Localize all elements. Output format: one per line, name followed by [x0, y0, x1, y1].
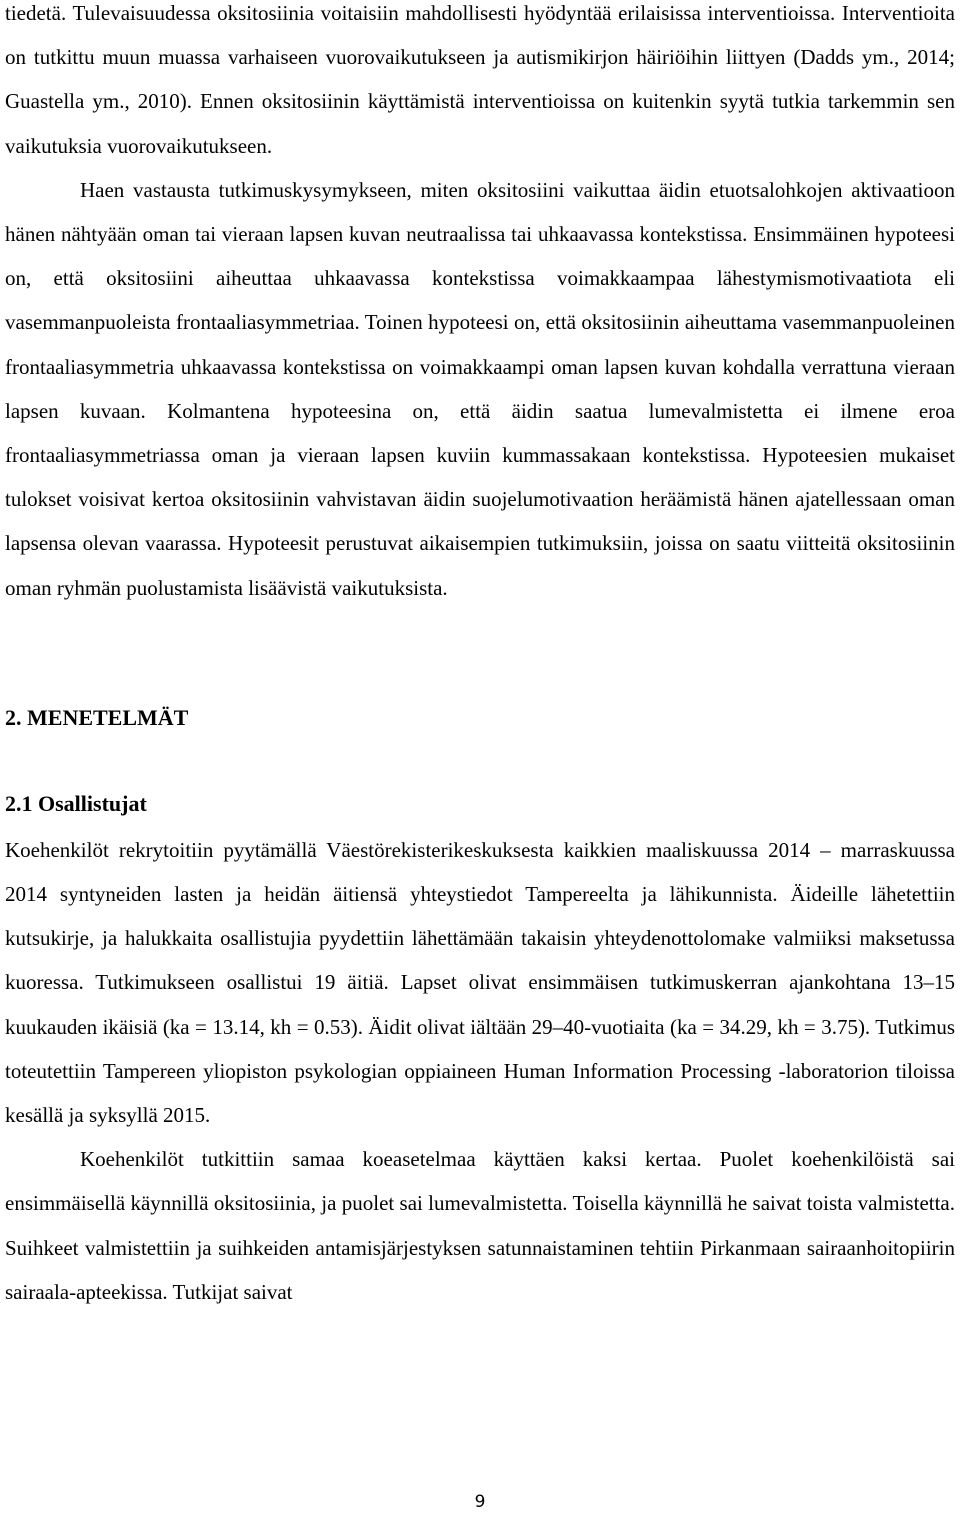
body-paragraph-hypotheses: Haen vastausta tutkimuskysymykseen, miten oksitosiini vaikuttaa äidin etuotsalohkojen aktivaatioon hänen nähtyään oman tai vieraan lapsen kuvan neutraalissa tai uhkaavassa kontekstissa. Ensimmäinen hypoteesi on, että oksitosiini aiheuttaa uhkaavassa kontekstissa voimakkaampaa lähestymismotivaatiota eli vasemmanpuoleista frontaaliasymmetriaa. Toinen hypoteesi on, että oksitosiinin aiheuttama vasemmanpuoleinen frontaaliasymmetria uhkaavassa kontekstissa on voimakkaampi oman lapsen kuvan kohdalla verrattuna vieraan lapsen kuvaan. Kolmantena hypoteesina on, että äidin saatua lumevalmistetta ei ilmene eroa frontaaliasymmetriassa oman ja vieraan lapsen kuviin kummassakaan kontekstissa. Hypoteesien mukaiset tulokset voisivat kertoa oksitosiinin vahvistavan äidin suojelumotivaation heräämistä hänen ajatellessaan oman lapsensa olevan vaarassa. Hypoteesit perustuvat aikaisempien tutkimuksiin, joissa on saatu viitteitä oksitosiinin oman ryhmän puolustamista lisäävistä vaikutuksista.	[5, 177, 955, 600]
body-paragraph-participants-1: Koehenkilöt rekrytoitiin pyytämällä Väestörekisterikeskuksesta kaikkien maaliskuussa 2014 – marraskuussa 2014 syntyneiden lasten ja heidän äitiensä yhteystiedot Tampereelta ja lähikunnista. Äideille lähetettiin kutsukirje, ja halukkaita osallistujia pyydettiin lähettämään takaisin yhteydenottolomake valmiiksi maksetussa kuoressa. Tutkimukseen osallistui 19 äitiä. Lapset olivat ensimmäisen tutkimuskerran ajankohtana 13–15 kuukauden ikäisiä (ka = 13.14, kh = 0.53). Äidit olivat iältään 29–40-vuotiaita (ka = 34.29, kh = 3.75). Tutkimus toteutettiin Tampereen yliopiston psykologian oppiaineen Human Information Processing -laboratorion tiloissa kesällä ja syksyllä 2015.	[5, 837, 955, 1128]
document-page	[5, 0, 955, 1314]
section-heading-methods: 2. MENETELMÄT	[5, 704, 189, 730]
subsection-heading-participants: 2.1 Osallistujat	[5, 790, 147, 816]
body-paragraph-intro-end: tiedetä. Tulevaisuudessa oksitosiinia voitaisiin mahdollisesti hyödyntää erilaisissa interventioissa. Interventioita on tutkittu muun muassa varhaiseen vuorovaikutukseen ja autismikirjon häiriöihin liittyen (Dadds ym., 2014; Guastella ym., 2010). Ennen oksitosiinin käyttämistä interventioissa on kuitenkin syytä tutkia tarkemmin sen vaikutuksia vuorovaikutukseen.	[5, 1, 955, 158]
body-paragraph-participants-2: Koehenkilöt tutkittiin samaa koeasetelmaa käyttäen kaksi kertaa. Puolet koehenkilöistä sai ensimmäisellä käynnillä oksitosiinia, ja puolet sai lumevalmistetta. Toisella käynnillä he saivat toista valmistetta. Suihkeet valmistettiin ja suihkeiden antamisjärjestyksen satunnaistaminen tehtiin Pirkanmaan sairaanhoitopiirin sairaala-apteekissa. Tutkijat saivat	[5, 1147, 955, 1304]
page-number: 9	[474, 1492, 486, 1512]
